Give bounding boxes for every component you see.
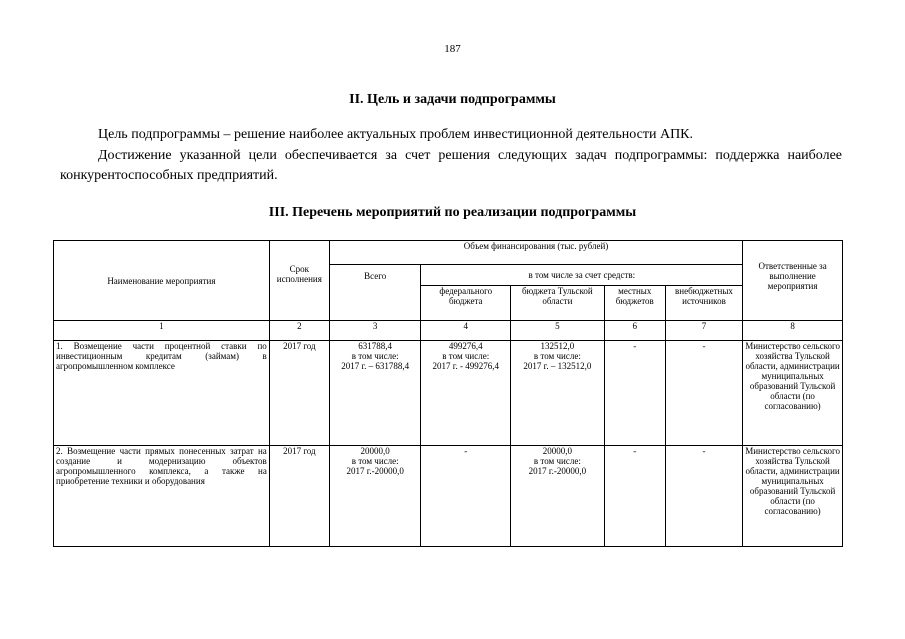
total-year-value: 2017 г. – 631788,4 (341, 361, 410, 371)
header-responsible: Ответственные за выполнение мероприятия (743, 241, 843, 321)
federal-year-value: 2017 г. - 499276,4 (432, 361, 499, 371)
regional-year-value: 2017 г. – 132512,0 (523, 361, 592, 371)
table-row (54, 446, 843, 547)
measure-local: - (604, 341, 665, 446)
measure-term: 2017 год (269, 341, 329, 446)
federal-value: 499276,4 (448, 341, 483, 351)
column-number: 1 (54, 321, 270, 341)
page-number: 187 (444, 43, 461, 55)
column-number: 3 (329, 321, 421, 341)
header-name: Наименование мероприятия (54, 241, 270, 321)
column-number: 7 (665, 321, 742, 341)
regional-year-value: 2017 г.-20000,0 (528, 466, 587, 476)
measure-total (329, 446, 421, 547)
measure-federal (421, 341, 511, 446)
column-number: 6 (604, 321, 665, 341)
section-3-heading: III. Перечень мероприятий по реализации подпрограммы (268, 205, 637, 220)
total-value: 20000,0 (360, 446, 390, 456)
total-sub-label: в том числе: (351, 456, 399, 466)
section-2-heading: II. Цель и задачи подпрограммы (349, 92, 556, 107)
header-local: местных бюджетов (604, 286, 665, 321)
measure-responsible: Министерство сельского хозяйства Тульской области, администрации муниципальных образований Тульской области (по согласованию) (743, 341, 843, 446)
measure-total (329, 341, 421, 446)
goal-paragraph: Цель подпрограммы – решение наиболее актуальных проблем инвестиционной деятельности АПК. (98, 127, 694, 142)
header-extrabudget: внебюджетных источников (665, 286, 742, 321)
tasks-paragraph: Достижение указанной цели обеспечивается за счет решения следующих задач подпрограммы: поддержка наиболее конкурентоспособных предприятий. (60, 148, 842, 183)
measure-extrabudget: - (665, 341, 742, 446)
column-number: 8 (743, 321, 843, 341)
column-numbers-row (54, 321, 843, 341)
header-including: в том числе за счет средств: (421, 265, 743, 286)
measure-regional (511, 341, 605, 446)
column-number: 4 (421, 321, 511, 341)
measure-federal: - (421, 446, 511, 547)
total-sub-label: в том числе: (351, 351, 399, 361)
total-value: 631788,4 (358, 341, 393, 351)
regional-sub-label: в том числе: (533, 456, 581, 466)
header-regional: бюджета Тульской области (511, 286, 605, 321)
header-federal: федерального бюджета (421, 286, 511, 321)
regional-value: 20000,0 (542, 446, 572, 456)
measure-extrabudget: - (665, 446, 742, 547)
measure-term: 2017 год (269, 446, 329, 547)
measure-local: - (604, 446, 665, 547)
regional-sub-label: в том числе: (533, 351, 581, 361)
table-row (54, 341, 843, 446)
measure-responsible: Министерство сельского хозяйства Тульской области, администрации муниципальных образований Тульской области (по согласованию) (743, 446, 843, 547)
federal-sub-label: в том числе: (442, 351, 490, 361)
header-term: Срок исполнения (269, 241, 329, 321)
column-number: 2 (269, 321, 329, 341)
header-total: Всего (329, 265, 421, 321)
total-year-value: 2017 г.-20000,0 (346, 466, 404, 476)
measure-name: 1. Возмещение части процентной ставки по инвестиционным кредитам (займам) в агропромышленном комплексе (54, 341, 270, 446)
header-funding: Объем финансирования (тыс. рублей) (329, 241, 742, 265)
measures-table (53, 240, 843, 547)
measure-name: 2. Возмещение части прямых понесенных затрат на создание и модернизацию объектов агропромышленного комплекса, а также на приобретение техники и оборудования (54, 446, 270, 547)
regional-value: 132512,0 (540, 341, 575, 351)
header-row-top (54, 241, 843, 265)
measure-regional (511, 446, 605, 547)
column-number: 5 (511, 321, 605, 341)
